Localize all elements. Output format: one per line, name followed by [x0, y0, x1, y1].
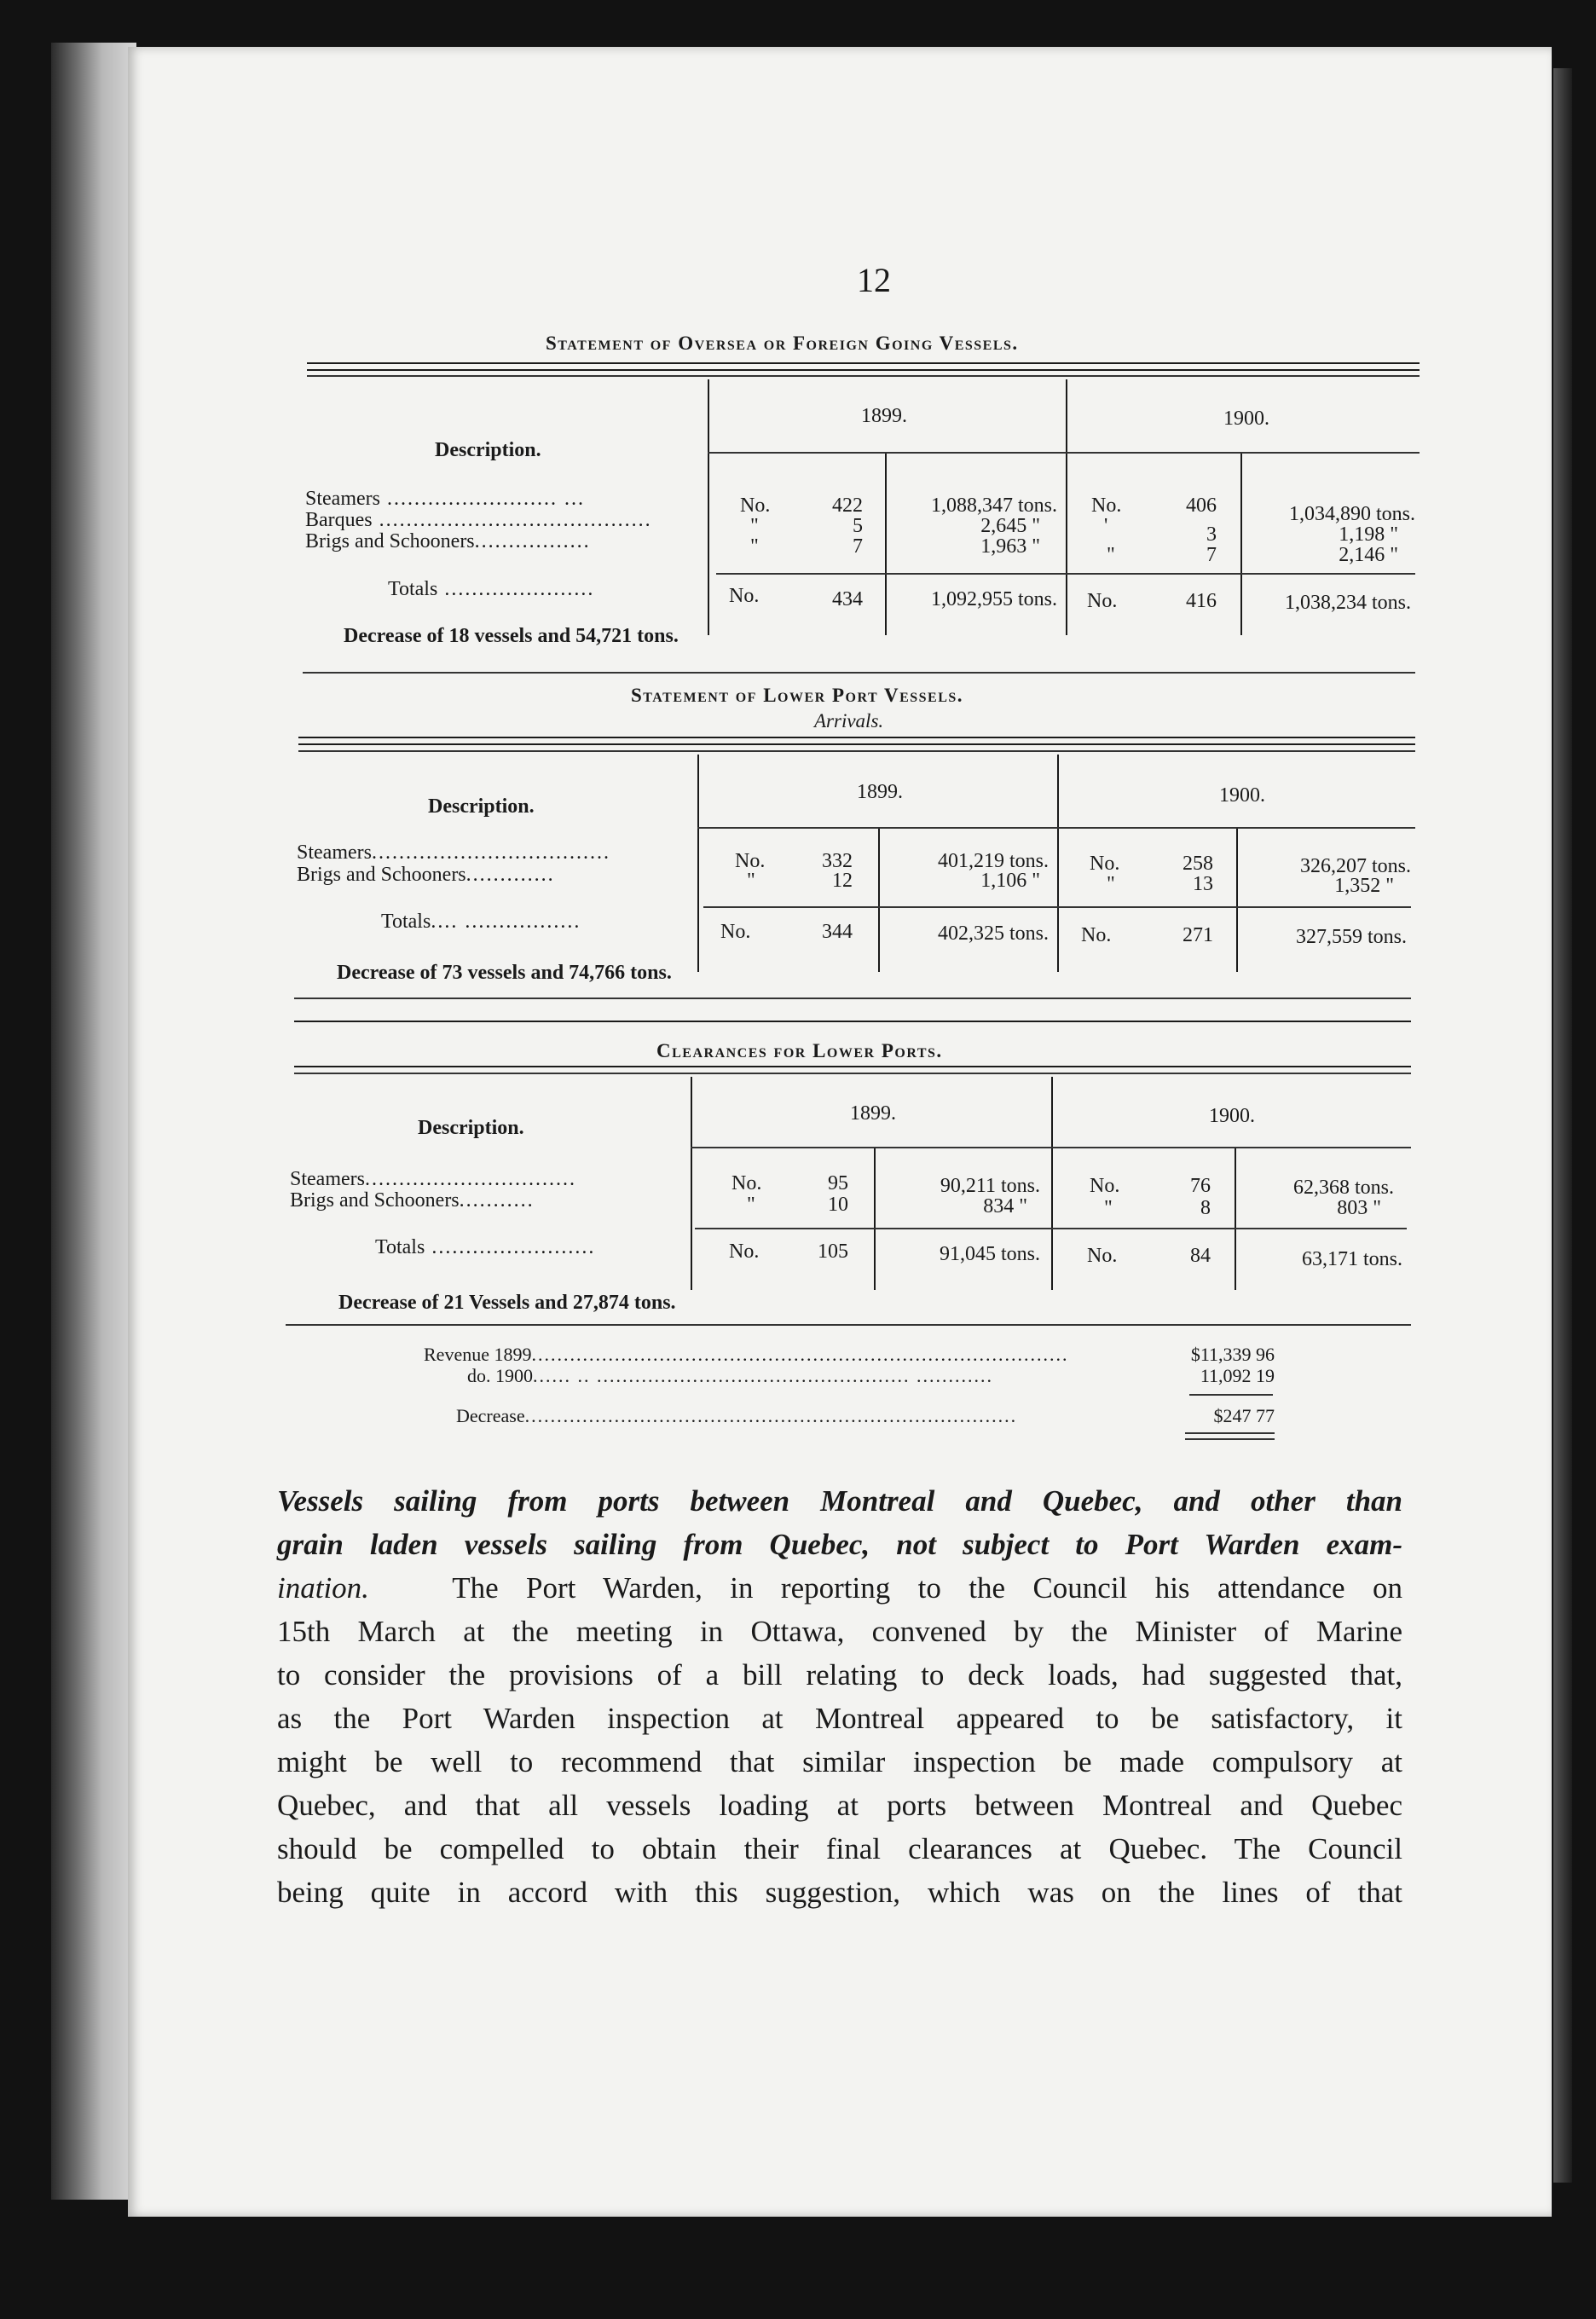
row-label: Steamers...............................: [290, 1168, 576, 1190]
revenue-1899-value: $11,339 96: [1190, 1344, 1275, 1365]
table-cell: 91,045 tons.: [939, 1243, 1040, 1265]
table-cell: 326,207 tons.: [1299, 855, 1411, 877]
table-cell: ": [1104, 1197, 1113, 1219]
sum-rule: [1189, 1394, 1273, 1396]
table-cell: ": [747, 870, 755, 892]
description-header: Description.: [428, 795, 535, 818]
table-cell: No.: [1090, 853, 1120, 875]
table-cell: ': [1104, 515, 1108, 537]
table-cell: 3: [1206, 523, 1217, 546]
table-cell: No.: [740, 494, 771, 517]
sum-rule: [1185, 1438, 1275, 1440]
year-header: 1900.: [1209, 1105, 1255, 1127]
table-rule: [298, 737, 1415, 738]
revenue-1899-label: Revenue 1899....................................................................................: [424, 1344, 1069, 1365]
table-rule: [298, 750, 1415, 752]
row-label: Brigs and Schooners.............: [297, 864, 555, 886]
column-divider: [874, 1147, 876, 1290]
table-cell: 8: [1200, 1197, 1211, 1219]
table-cell: 1,963 ": [980, 535, 1040, 558]
column-divider: [691, 1077, 692, 1290]
table-cell: 7: [1206, 544, 1217, 566]
table-cell: 803 ": [1337, 1197, 1381, 1219]
book-spine-edge: [51, 43, 136, 2200]
table-cell: 344: [822, 921, 853, 943]
table-cell: 95: [828, 1172, 848, 1194]
table-rule: [286, 1324, 1411, 1326]
column-divider: [1057, 755, 1059, 972]
paragraph-line: should be compelled to obtain their final clearances at Quebec. The Council: [277, 1832, 1402, 1865]
table-cell: 76: [1190, 1175, 1211, 1197]
column-divider: [1240, 452, 1242, 635]
row-label: Barques ........................................: [305, 509, 652, 531]
table-rule: [307, 375, 1420, 377]
table-cell: 258: [1183, 853, 1213, 875]
column-divider: [1051, 1077, 1053, 1290]
table-cell: ": [750, 535, 759, 558]
table-cell: 2,645 ": [980, 515, 1040, 537]
table-cell: 1,088,347 tons.: [930, 494, 1057, 517]
table-cell: No.: [1090, 1175, 1120, 1197]
table-rule: [298, 743, 1415, 745]
table-cell: 402,325 tons.: [937, 922, 1049, 945]
table-arrivals-title: Statement of Lower Port Vessels.: [631, 685, 964, 706]
paragraph-line: being quite in accord with this suggestion, which was on the lines of that: [277, 1876, 1402, 1909]
table-clearances-title: Clearances for Lower Ports.: [656, 1040, 943, 1061]
year-header: 1900.: [1219, 784, 1265, 807]
paragraph-line: as the Port Warden inspection at Montreal appeared to be satisfactory, it: [277, 1702, 1402, 1735]
table-cell: 105: [818, 1240, 848, 1263]
table-cell: 271: [1183, 924, 1213, 946]
table-cell: 332: [822, 850, 853, 872]
column-divider: [697, 755, 699, 972]
table-note: Decrease of 21 Vessels and 27,874 tons.: [338, 1292, 676, 1314]
revenue-1900-label: do. 1900...... .. ................................................. ............: [467, 1365, 993, 1386]
column-divider: [885, 452, 887, 635]
description-header: Description.: [435, 439, 541, 461]
table-cell: 90,211 tons.: [940, 1175, 1040, 1197]
table-cell: ": [1107, 544, 1115, 566]
table-cell: 1,034,890 tons.: [1288, 503, 1415, 525]
table-cell: No.: [735, 850, 766, 872]
totals-label: Totals ......................: [388, 578, 595, 600]
table-arrivals-subtitle: Arrivals.: [814, 710, 884, 732]
column-divider: [708, 379, 709, 635]
decrease-label: Decrease.............................................................................: [456, 1405, 1018, 1426]
paragraph-line: Quebec, and that all vessels loading at ports between Montreal and Quebec: [277, 1789, 1402, 1822]
body-paragraph: [277, 1479, 1402, 1914]
table-cell: No.: [729, 585, 760, 607]
table-cell: 434: [832, 588, 863, 610]
row-label: Brigs and Schooners.................: [305, 530, 591, 552]
table-cell: No.: [732, 1172, 762, 1194]
row-label: Steamers...................................: [297, 841, 610, 864]
table-cell: 1,198 ": [1339, 523, 1398, 546]
table-cell: 63,171 tons.: [1301, 1248, 1402, 1270]
year-header: 1899.: [861, 405, 907, 427]
year-header: 1899.: [857, 781, 903, 803]
table-cell: No.: [1091, 494, 1122, 517]
table-cell: 5: [853, 515, 863, 537]
table-note: Decrease of 73 vessels and 74,766 tons.: [337, 962, 672, 984]
table-cell: 13: [1193, 873, 1213, 895]
sum-rule: [1185, 1432, 1275, 1434]
table-rule: [294, 1066, 1411, 1067]
table-cell: 84: [1190, 1245, 1211, 1267]
table-rule: [303, 672, 1415, 674]
table-cell: ": [747, 1194, 755, 1216]
table-cell: No.: [1081, 924, 1112, 946]
table-cell: ": [1107, 873, 1115, 895]
table-cell: No.: [720, 921, 751, 943]
table-cell: 401,219 tons.: [937, 850, 1049, 872]
table-cell: 2,146 ": [1339, 544, 1398, 566]
table-cell: No.: [1087, 590, 1118, 612]
table-cell: ": [750, 515, 759, 537]
paragraph-line: Vessels sailing from ports between Montreal and Quebec, and other than: [277, 1484, 1402, 1518]
table-cell: 834 ": [983, 1195, 1027, 1217]
page-number: 12: [857, 261, 891, 299]
table-rule: [691, 1147, 1411, 1148]
table-cell: No.: [729, 1240, 760, 1263]
table-rule: [294, 998, 1411, 999]
table-cell: 7: [853, 535, 863, 558]
table-cell: 12: [832, 870, 853, 892]
year-header: 1899.: [850, 1102, 896, 1125]
row-label: Brigs and Schooners...........: [290, 1189, 535, 1212]
revenue-1900-value: 11,092 19: [1200, 1365, 1275, 1386]
table-cell: 327,559 tons.: [1295, 926, 1407, 948]
table-rule: [294, 1073, 1411, 1074]
table-cell: 1,092,955 tons.: [930, 588, 1057, 610]
paragraph-line: might be well to recommend that similar inspection be made compulsory at: [277, 1745, 1402, 1778]
row-label: Steamers ......................... ...: [305, 488, 585, 510]
paragraph-line: grain laden vessels sailing from Quebec, not subject to Port Warden exam-: [277, 1528, 1402, 1561]
table-note: Decrease of 18 vessels and 54,721 tons.: [344, 625, 679, 647]
paragraph-line: 15th March at the meeting in Ottawa, convened by the Minister of Marine: [277, 1615, 1402, 1648]
column-divider: [1236, 827, 1238, 972]
table-rule: [708, 452, 1420, 454]
table-rule: [294, 1021, 1411, 1022]
table-cell: 1,352 ": [1334, 875, 1394, 897]
table-cell: No.: [1087, 1245, 1118, 1267]
totals-label: Totals ........................: [375, 1236, 596, 1258]
table-cell: 1,106 ": [980, 870, 1040, 892]
paragraph-line: to consider the provisions of a bill relating to deck loads, had suggested that,: [277, 1658, 1402, 1692]
totals-rule: [703, 906, 1411, 908]
description-header: Description.: [418, 1117, 524, 1139]
table-cell: 406: [1186, 494, 1217, 517]
column-divider: [878, 827, 880, 972]
page-right-edge: [1553, 68, 1572, 2183]
table-rule: [697, 827, 1415, 829]
table-rule: [307, 362, 1420, 364]
column-divider: [1066, 379, 1067, 635]
table-cell: 422: [832, 494, 863, 517]
table-cell: 416: [1186, 590, 1217, 612]
totals-label: Totals.... .................: [381, 911, 581, 933]
table-cell: 1,038,234 tons.: [1284, 592, 1411, 614]
table-rule: [307, 369, 1420, 371]
decrease-value: $247 77: [1213, 1405, 1275, 1426]
totals-rule: [716, 573, 1415, 575]
table-oversea-title: Statement of Oversea or Foreign Going Vessels.: [546, 333, 1019, 354]
table-cell: 62,368 tons.: [1292, 1177, 1394, 1199]
totals-rule: [695, 1228, 1407, 1229]
year-header: 1900.: [1223, 408, 1269, 430]
table-cell: 10: [828, 1194, 848, 1216]
paragraph-line: ination. The Port Warden, in reporting to the Council his attendance on: [277, 1571, 1403, 1605]
